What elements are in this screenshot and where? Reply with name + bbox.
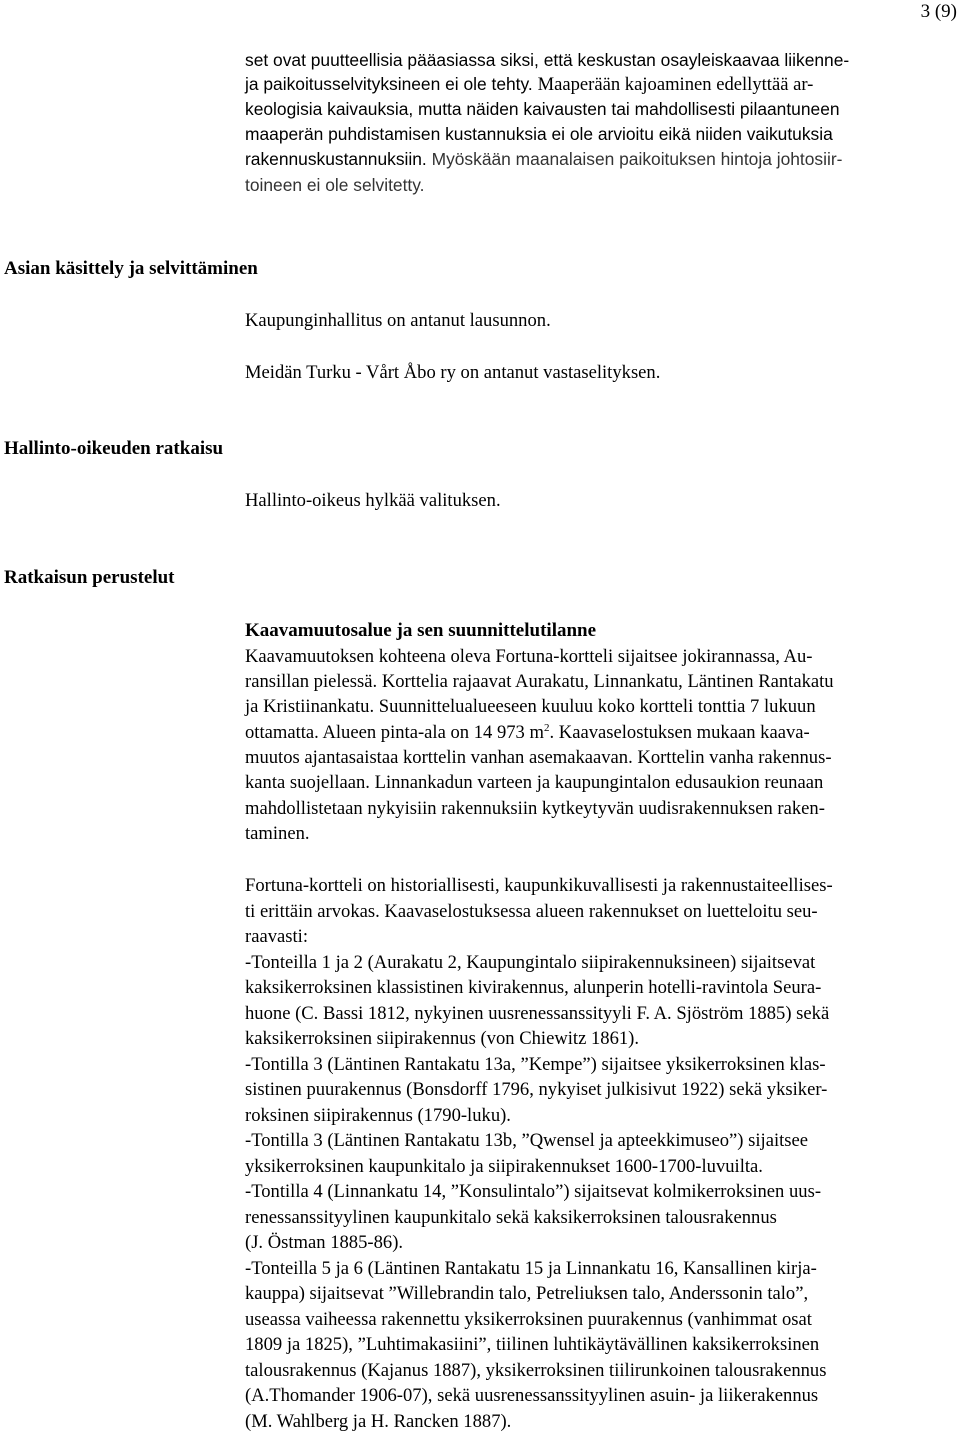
paragraph-line: yksikerroksinen kaupunkitalo ja siipirakennukset 1600-1700-luvuilta. [245,1156,763,1177]
paragraph-line: roksinen siipirakennus (1790-luku). [245,1105,511,1126]
paragraph-line: kauppa) sijaitsevat ”Willebrandin talo, Petreliuksen talo, Anderssonin talo”, [245,1283,809,1304]
paragraph-line: kaksikerroksinen siipirakennus (von Chiewitz 1861). [245,1028,640,1049]
paragraph-line: muutos ajantasaistaa korttelin vanhan asemakaavan. Korttelin vanha rakennus- [245,747,832,768]
subheading-kaavamuutosalue: Kaavamuutosalue ja sen suunnittelutilanne [245,620,597,641]
paragraph-line: mahdollistetaan nykyisiin rakennuksiin kytkeytyvän uudisrakennuksen raken- [245,798,825,819]
paragraph-line: 1809 ja 1825), ”Luhtimakasiini”, tiilinen luhtikäytävällinen kaksikerroksinen [245,1334,820,1355]
section-heading-perustelut: Ratkaisun perustelut [4,567,175,588]
paragraph-line: ja Kristiinankatu. Suunnittelualueeseen kuuluu koko kortteli tonttia 7 lukuun [245,696,816,717]
paragraph-line: renessanssityylinen kaupunkitalo sekä kaksikerroksinen talousrakennus [245,1207,777,1228]
paragraph-line: sistinen puurakennus (Bonsdorff 1796, nykyiset julkisivut 1922) sekä yksiker- [245,1079,828,1100]
paragraph-line: huone (C. Bassi 1812, nykyinen uusrenessanssityyli F. A. Sjöström 1885) sekä [245,1003,830,1024]
paragraph-line: -Tonteilla 5 ja 6 (Läntinen Rantakatu 15 ja Linnankatu 16, Kansallinen kirja- [245,1258,817,1279]
paragraph-line: taminen. [245,823,310,844]
page-number: 3 (9) [920,1,957,22]
paragraph-line: -Tonteilla 1 ja 2 (Aurakatu 2, Kaupungintalo siipirakennuksineen) sijaitsevat [245,952,816,973]
section-heading-ratkaisu: Hallinto-oikeuden ratkaisu [4,438,224,459]
paragraph-line: -Tontilla 4 (Linnankatu 14, ”Konsulintalo”) sijaitsevat kolmikerroksinen uus- [245,1181,822,1202]
paragraph-line: (J. Östman 1885-86). [245,1232,404,1253]
paragraph-line: Kaavamuutoksen kohteena oleva Fortuna-kortteli sijaitsee jokirannassa, Au- [245,646,813,667]
paragraph-line: useassa vaiheessa rakennettu yksikerroksinen puurakennus (vanhimmat osat [245,1309,812,1330]
intro-line: ja paikoitusselvityksineen ei ole tehty. Maaperään kajoaminen edellyttää ar- [245,74,814,95]
intro-line: toineen ei ole selvitetty. [245,175,425,195]
intro-line: keologisia kaivauksia, mutta näiden kaivausten tai mahdollisesti pilaantuneen [245,99,840,119]
intro-line: set ovat puutteellisia pääasiassa siksi, että keskustan osayleiskaavaa liikenne- [245,50,850,70]
paragraph-line: -Tontilla 3 (Läntinen Rantakatu 13a, ”Kempe”) sijaitsee yksikerroksinen klas- [245,1054,826,1075]
paragraph-line: Kaupunginhallitus on antanut lausunnon. [245,310,551,331]
paragraph-line: ransillan pielessä. Korttelia rajaavat Aurakatu, Linnankatu, Läntinen Rantakatu [245,671,834,692]
intro-line: rakennuskustannuksiin. Myöskään maanalaisen paikoituksen hintoja johtosiir- [245,149,843,169]
paragraph-line: Meidän Turku - Vårt Åbo ry on antanut vastaselityksen. [245,362,661,383]
paragraph-line: raavasti: [245,926,308,947]
paragraph-line: ti erittäin arvokas. Kaavaselostuksessa alueen rakennukset on luetteloitu seu- [245,901,818,922]
paragraph-line: -Tontilla 3 (Läntinen Rantakatu 13b, ”Qwensel ja apteekkimuseo”) sijaitsee [245,1130,809,1151]
paragraph-line: Fortuna-kortteli on historiallisesti, kaupunkikuvallisesti ja rakennustaiteellises- [245,875,833,896]
paragraph-line: (A.Thomander 1906-07), sekä uusrenessanssityylinen asuin- ja liikerakennus [245,1385,819,1406]
paragraph-line: (M. Wahlberg ja H. Rancken 1887). [245,1411,512,1432]
paragraph-line: kaksikerroksinen klassistinen kivirakennus, alunperin hotelli-ravintola Seura- [245,977,822,998]
paragraph-line: Hallinto-oikeus hylkää valituksen. [245,490,501,511]
intro-line: maaperän puhdistamisen kustannuksia ei ole arvioitu eikä niiden vaikutuksia [245,124,833,144]
paragraph-line: talousrakennus (Kajanus 1887), yksikerroksinen tiilirunkoinen talousrakennus [245,1360,827,1381]
paragraph-line: ottamatta. Alueen pinta-ala on 14 973 $m^2$. Kaavaselostuksen mukaan kaava- [245,721,810,743]
paragraph-line: kanta suojellaan. Linnankadun varteen ja kaupungintalon edusaukion reunaan [245,772,824,793]
section-heading-asian: Asian käsittely ja selvittäminen [4,258,258,279]
